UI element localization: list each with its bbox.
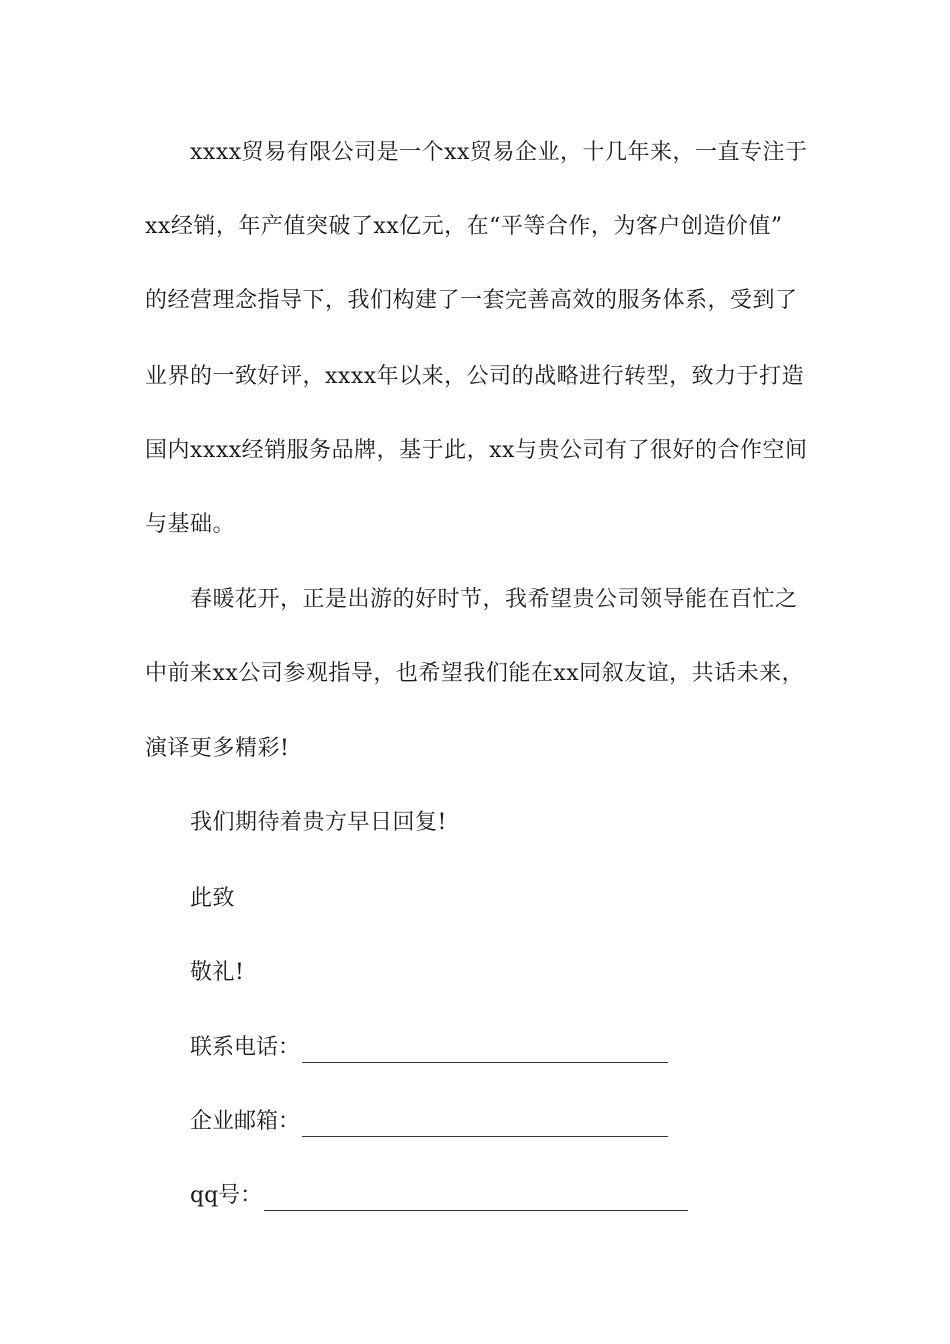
paragraph2-line-1: 春暖花开，正是出游的好时节，我希望贵公司领导能在百忙之 — [190, 587, 798, 612]
closing-expectation: 我们期待着贵方早日回复! — [190, 810, 447, 835]
phone-label: 联系电话： — [190, 1035, 301, 1060]
qq-field-row — [190, 1181, 688, 1211]
paragraph2-line-2: 中前来xx公司参观指导，也希望我们能在xx同叙友谊，共话未来， — [145, 661, 805, 686]
qq-blank-line[interactable] — [264, 1184, 688, 1211]
paragraph1-line-6: 与基础。 — [145, 512, 236, 537]
paragraph1-line-4: 业界的一致好评，xxxx年以来，公司的战略进行转型，致力于打造 — [145, 364, 805, 389]
paragraph2-line-3: 演译更多精彩! — [145, 736, 290, 761]
closing-salutation-2: 敬礼! — [190, 960, 245, 985]
email-label: 企业邮箱： — [190, 1109, 301, 1134]
paragraph1-line-5: 国内xxxx经销服务品牌，基于此，xx与贵公司有了很好的合作空间 — [145, 438, 808, 463]
phone-field-row — [190, 1033, 668, 1063]
closing-salutation-1: 此致 — [190, 886, 236, 911]
email-blank-line[interactable] — [302, 1110, 668, 1137]
paragraph1-line-2: xx经销，年产值突破了xx亿元，在“平等合作，为客户创造价值” — [145, 214, 783, 239]
email-field-row — [190, 1107, 668, 1137]
paragraph1-line-3: 的经营理念指导下，我们构建了一套完善高效的服务体系，受到了 — [145, 288, 798, 313]
qq-label: qq号： — [190, 1183, 263, 1208]
paragraph1-line-1: xxxx贸易有限公司是一个xx贸易企业，十几年来，一直专注于 — [190, 140, 808, 165]
phone-blank-line[interactable] — [302, 1036, 668, 1063]
